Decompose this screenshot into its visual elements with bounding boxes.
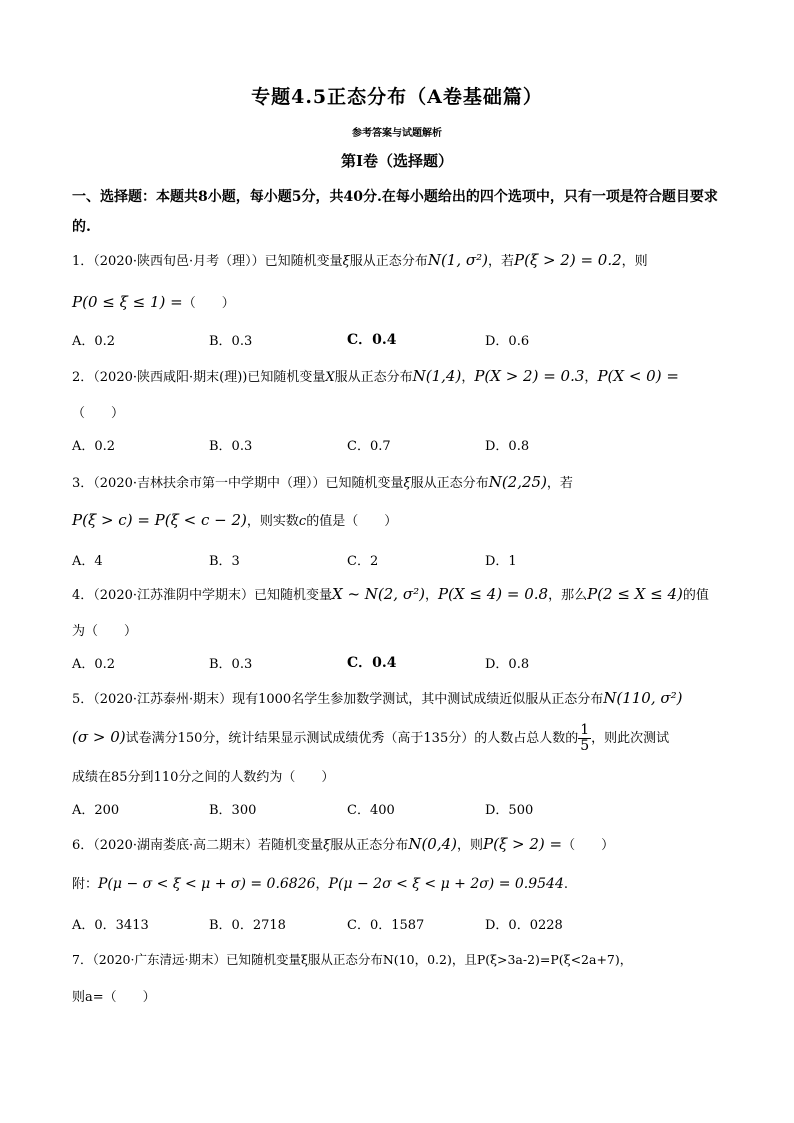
math-expression: P(0 ≤ ξ ≤ 1) =: [72, 293, 183, 311]
question-6-option-c[interactable]: C．0．1587: [347, 918, 425, 933]
question-6-option-b[interactable]: B．0．2718: [209, 918, 286, 933]
question-6-line-2: 附：P(μ − σ < ξ < μ + σ) = 0.6826，P(μ − 2σ < ξ < μ + 2σ) = 0.9544.: [72, 876, 569, 892]
question-5-line-3: 成绩在85分到110分之间的人数约为（ ）: [72, 770, 335, 785]
question-7-line-1: 7．（2020·广东清远·期末）已知随机变量ξ服从正态分布N(10，0.2)，且P(ξ>3a-2)=P(ξ<2a+7)，: [72, 952, 633, 967]
question-3-option-c[interactable]: C．2: [347, 554, 379, 569]
fraction-one-fifth: $\frac{1}{5}$: [580, 722, 590, 754]
question-1-line-2: P(0 ≤ ξ ≤ 1) =（ ）: [72, 293, 235, 311]
question-1-line-1: 1．（2020·陕西旬邑·月考（理））已知随机变量ξ服从正态分布N(1, σ²)，若P(ξ > 2) = 0.2，则: [72, 251, 648, 269]
question-5-line-2: (σ > 0)试卷满分150分，统计结果显示测试成绩优秀（高于135分）的人数占总人数的 $\frac{1}{5}$ ，则此次测试: [72, 722, 670, 754]
question-5-line-1: 5．（2020·江苏泰州·期末）现有1000名学生参加数学测试，其中测试成绩近似服从正态分布N(110, σ²): [72, 689, 683, 707]
math-expression: P(ξ > 2) = 0.2: [514, 251, 622, 269]
question-2-line-1: 2．（2020·陕西咸阳·期末(理))已知随机变量X服从正态分布N(1,4)，P(X > 2) = 0.3，P(X < 0) =: [72, 367, 679, 385]
question-3-line-2: P(ξ > c) = P(ξ < c − 2)，则实数c的值是（ ）: [72, 511, 398, 529]
question-5-option-c[interactable]: C．400: [347, 803, 395, 818]
math-expression: N(0,4): [408, 835, 457, 853]
question-6-line-1: 6．（2020·湖南娄底·高二期末）若随机变量ξ服从正态分布N(0,4)，则P(ξ > 2) =（ ）: [72, 835, 615, 853]
math-expression: P(ξ > c) = P(ξ < c − 2): [72, 511, 247, 529]
question-6-option-a[interactable]: A．0．3413: [72, 918, 149, 933]
question-4-option-b[interactable]: B．0.3: [209, 657, 253, 672]
question-7-line-2: 则a=（ ）: [72, 990, 156, 1005]
math-expression: P(μ − σ < ξ < μ + σ) = 0.6826: [98, 876, 316, 892]
question-5-option-b[interactable]: B．300: [209, 803, 257, 818]
math-expression: P(2 ≤ X ≤ 4): [587, 585, 683, 603]
math-expression: N(110, σ²): [603, 689, 683, 707]
question-1-option-c[interactable]: C．0.4: [347, 332, 397, 348]
question-4-option-c[interactable]: C．0.4: [347, 655, 397, 671]
question-2-option-d[interactable]: D．0.8: [485, 439, 530, 454]
question-5-option-a[interactable]: A．200: [72, 803, 120, 818]
question-3-option-b[interactable]: B．3: [209, 554, 240, 569]
page-title: 专题4.5正态分布（A卷基础篇）: [251, 86, 543, 108]
question-2-option-c[interactable]: C．0.7: [347, 439, 391, 454]
question-2-option-a[interactable]: A．0.2: [72, 439, 116, 454]
section-instructions: 一、选择题：本题共8小题，每小题5分，共40分.在每小题给出的四个选项中，只有一项是符合题目要求的.: [72, 189, 718, 235]
page-subtitle: 参考答案与试题解析: [352, 128, 442, 139]
math-expression: P(X ≤ 4) = 0.8: [437, 585, 549, 603]
math-expression: X ~ N(2, σ²): [332, 585, 425, 603]
math-expression: P(X > 2) = 0.3: [474, 367, 585, 385]
question-1-option-a[interactable]: A．0.2: [72, 334, 116, 349]
question-1-option-d[interactable]: D．0.6: [485, 334, 530, 349]
volume-heading: 第Ⅰ卷（选择题）: [340, 152, 454, 170]
question-3-option-d[interactable]: D．1: [485, 554, 517, 569]
question-3-line-1: 3．（2020·吉林扶余市第一中学期中（理））已知随机变量ξ服从正态分布N(2,25)，若: [72, 473, 573, 491]
question-3-option-a[interactable]: A．4: [72, 554, 103, 569]
question-5-option-d[interactable]: D．500: [485, 803, 534, 818]
question-4-line-2: 为（ ）: [72, 624, 138, 639]
math-expression: N(1,4): [412, 367, 462, 385]
math-expression: P(μ − 2σ < ξ < μ + 2σ) = 0.9544: [328, 876, 564, 892]
question-4-line-1: 4．（2020·江苏淮阴中学期末）已知随机变量X ~ N(2, σ²)，P(X ≤ 4) = 0.8，那么P(2 ≤ X ≤ 4)的值: [72, 585, 709, 603]
question-6-option-d[interactable]: D．0．0228: [485, 918, 563, 933]
question-2-option-b[interactable]: B．0.3: [209, 439, 253, 454]
question-4-option-d[interactable]: D．0.8: [485, 657, 530, 672]
question-1-option-b[interactable]: B．0.3: [209, 334, 253, 349]
math-expression: N(2,25): [488, 473, 547, 491]
math-expression: P(X < 0) =: [597, 367, 679, 385]
math-expression: (σ > 0): [72, 728, 126, 746]
math-expression: P(ξ > 2) =: [483, 835, 563, 853]
question-4-option-a[interactable]: A．0.2: [72, 657, 116, 672]
question-2-line-2: （ ）: [72, 406, 125, 421]
math-expression: N(1, σ²): [427, 251, 488, 269]
